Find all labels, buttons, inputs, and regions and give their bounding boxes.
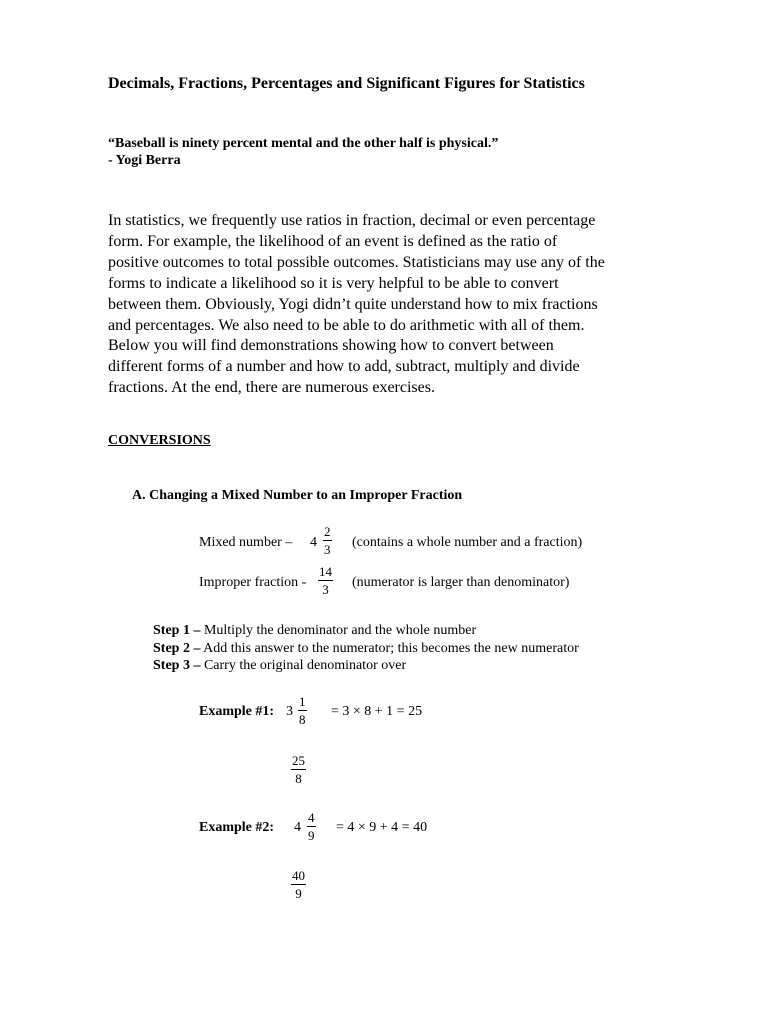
mixed-number-note: (contains a whole number and a fraction) xyxy=(352,535,583,550)
fraction-denominator: 3 xyxy=(322,582,329,597)
fraction-numerator: 40 xyxy=(292,868,305,883)
step-label: Step 2 – xyxy=(153,640,201,656)
step-label: Step 3 – xyxy=(153,658,201,673)
example-2-whole: 4 xyxy=(294,820,301,835)
step-text: Carry the original denominator over xyxy=(200,658,407,673)
intro-line: between them. Obviously, Yogi didn’t quite understand how to mix fractions xyxy=(108,295,598,313)
fraction-denominator: 8 xyxy=(295,771,302,786)
improper-fraction-label: Improper fraction - xyxy=(199,575,307,590)
example-1-whole: 3 xyxy=(286,704,293,719)
quote-block xyxy=(108,135,498,169)
step-text: Multiply the denominator and the whole number xyxy=(200,623,477,638)
step-text: Add this answer to the numerator; this becomes the new numerator xyxy=(200,640,579,656)
intro-line: fractions. At the end, there are numerous exercises. xyxy=(108,379,435,397)
example-2-calculation: = 4 × 9 + 4 = 40 xyxy=(336,820,428,835)
fraction-numerator: 1 xyxy=(299,694,306,709)
mixed-number-whole: 4 xyxy=(310,535,317,550)
quote-text: “Baseball is ninety percent mental and the other half is physical.” xyxy=(108,136,499,151)
intro-line: Below you will find demonstrations showing how to convert between xyxy=(108,337,554,355)
fraction-denominator: 8 xyxy=(299,712,306,727)
conversions-heading: CONVERSIONS xyxy=(108,433,211,448)
intro-line: and percentages. We also need to be able to do arithmetic with all of them. xyxy=(108,316,585,334)
fraction-numerator: 14 xyxy=(319,564,332,579)
document-title: Decimals, Fractions, Percentages and Significant Figures for Statistics xyxy=(108,75,585,92)
example-1-label: Example #1: xyxy=(199,704,275,719)
fraction-denominator: 9 xyxy=(295,886,302,901)
section-a-heading: A. Changing a Mixed Number to an Improper Fraction xyxy=(132,488,463,503)
intro-line: positive outcomes to total possible outcomes. Statisticians may use any of the xyxy=(108,253,605,271)
intro-paragraph xyxy=(108,211,668,399)
intro-line: different forms of a number and how to add, subtract, multiply and divide xyxy=(108,358,580,376)
example-2-result-fraction xyxy=(291,868,306,901)
intro-line: forms to indicate a likelihood so it is very helpful to be able to convert xyxy=(108,274,559,292)
step-item xyxy=(153,640,579,658)
quote-author: - Yogi Berra xyxy=(108,153,181,168)
example-2-label: Example #2: xyxy=(199,820,275,835)
mixed-number-fraction xyxy=(323,524,332,557)
improper-fraction-note: (numerator is larger than denominator) xyxy=(352,575,570,590)
fraction-denominator: 9 xyxy=(308,828,315,843)
fraction-numerator: 4 xyxy=(308,810,315,825)
steps-list xyxy=(153,622,579,675)
example-1-result-fraction xyxy=(291,753,306,786)
mixed-number-label: Mixed number – xyxy=(199,535,293,550)
intro-line: form. For example, the likelihood of an event is defined as the ratio of xyxy=(108,232,558,250)
step-item xyxy=(153,657,579,675)
example-1-fraction xyxy=(298,694,307,727)
example-2-fraction xyxy=(307,810,316,843)
improper-fraction xyxy=(318,564,333,597)
intro-line: In statistics, we frequently use ratios in fraction, decimal or even percentage xyxy=(108,212,596,229)
step-item xyxy=(153,622,579,640)
step-label: Step 1 – xyxy=(153,623,201,638)
fraction-numerator: 25 xyxy=(292,753,305,768)
example-1-calculation: = 3 × 8 + 1 = 25 xyxy=(331,704,423,719)
fraction-denominator: 3 xyxy=(324,542,331,557)
fraction-numerator: 2 xyxy=(324,524,331,539)
